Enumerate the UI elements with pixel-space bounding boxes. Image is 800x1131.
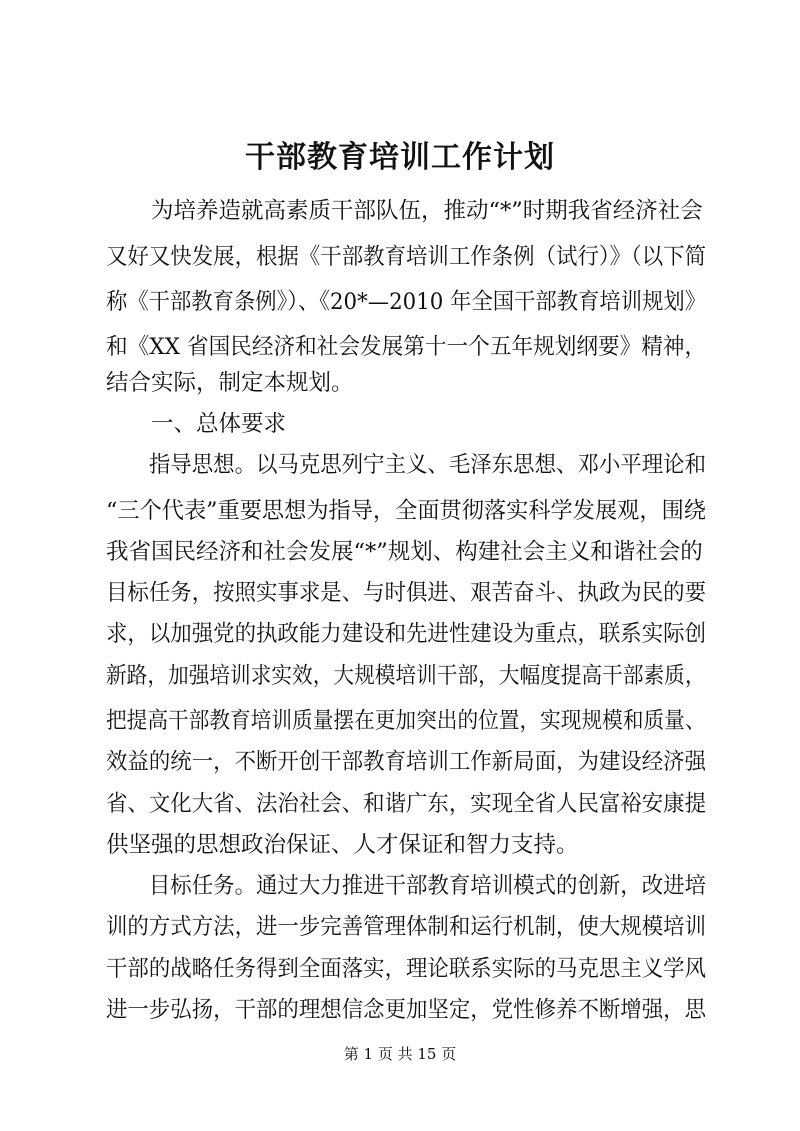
body-line: 和《XX 省国民经济和社会发展第十一个五年规划纲要》精神， (106, 334, 707, 360)
body-line: “三个代表”重要思想为指导，全面贯彻落实科学发展观，围绕 (106, 498, 706, 524)
body-line: 结合实际，制定本规划。 (106, 370, 354, 396)
body-line: 把提高干部教育培训质量摆在更加突出的位置，实现规模和质量、 (106, 708, 706, 734)
body-line: 称《干部教育条例》）、《20*—2010 年全国干部教育培训规划》 (106, 289, 707, 315)
section-heading: 一、总体要求 (106, 411, 287, 437)
body-line: 省、文化大省、法治社会、和谐广东，实现全省人民富裕安康提 (106, 791, 707, 817)
page-title: 干部教育培训工作计划 (245, 140, 555, 175)
body-line: 为培养造就高素质干部队伍，推动“*”时期我省经济社会 (106, 198, 703, 224)
body-line: 供坚强的思想政治保证、人才保证和智力支持。 (106, 832, 579, 858)
body-line: 训的方式方法，进一步完善管理体制和运行机制，使大规模培训 (106, 914, 707, 940)
page-footer: 第 1 页 共 15 页 (343, 1045, 457, 1063)
body-line: 干部的战略任务得到全面落实，理论联系实际的马克思主义学风 (106, 956, 707, 982)
body-line: 目标任务。通过大力推进干部教育培训模式的创新，改进培 (106, 873, 707, 899)
body-line: 效益的统一，不断开创干部教育培训工作新局面，为建设经济强 (106, 749, 707, 775)
body-line: 求，以加强党的执政能力建设和先进性建设为重点，联系实际创 (106, 621, 707, 647)
body-line: 我省国民经济和社会发展“*”规划、构建社会主义和谐社会的 (106, 539, 703, 565)
body-line: 指导思想。以马克思列宁主义、毛泽东思想、邓小平理论和 (106, 452, 707, 478)
body-line: 又好又快发展，根据《干部教育培训工作条例（试行）》（以下简 (106, 244, 707, 270)
body-line: 新路，加强培训求实效，大规模培训干部，大幅度提高干部素质， (106, 663, 706, 689)
body-line: 目标任务，按照实事求是、与时俱进、艰苦奋斗、执政为民的要 (106, 580, 707, 606)
body-line: 进一步弘扬，干部的理想信念更加坚定，党性修养不断增强，思 (106, 997, 707, 1023)
